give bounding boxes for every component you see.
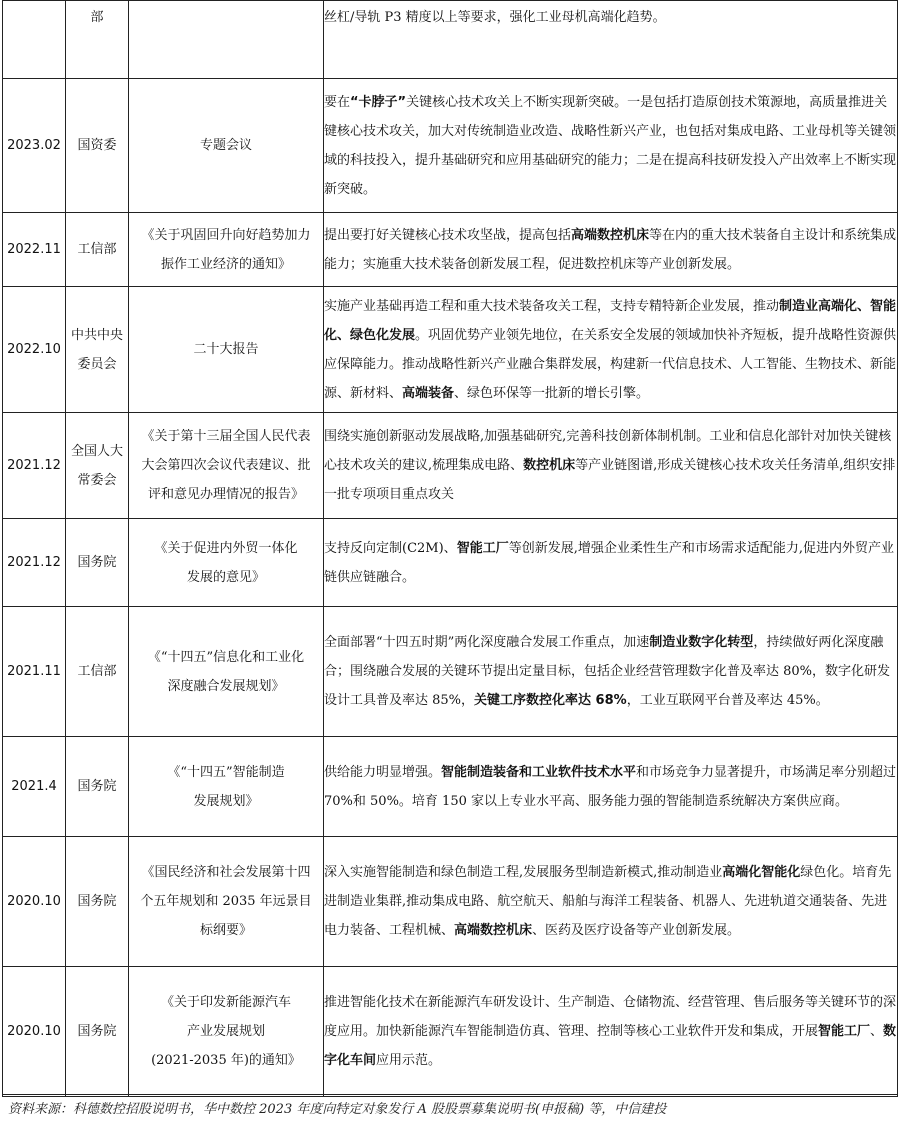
highlighted-text: 高端装备 xyxy=(402,385,455,401)
content-text: ，工业互联网平台普及率达 45%。 xyxy=(626,693,829,708)
table-row xyxy=(3,737,898,837)
table-row xyxy=(3,837,898,967)
content-text: 和市场竞争力显著提升，市场满足率分别超过 70%和 50%。培育 150 家以上专业水平高、服务能力强的智能制造系统解决方案供应商。 xyxy=(324,764,897,809)
content-text: 深入实施智能制造和绿色制造工程,发展服务型制造新模式,推动制造业 xyxy=(324,865,723,880)
content-text: 应用示范。 xyxy=(376,1053,442,1068)
document-cell xyxy=(129,287,324,413)
date-cell: 2021.11 xyxy=(3,607,66,737)
department-cell: 国务院 xyxy=(66,737,129,837)
highlighted-text: 制造业数字化转型 xyxy=(649,635,754,650)
highlighted-text: 智能制造装备和工业软件技术水平 xyxy=(441,764,637,780)
date-cell: 2020.10 xyxy=(3,967,66,1097)
table-row xyxy=(3,607,898,737)
department-cell: 国务院 xyxy=(66,967,129,1097)
department-cell: 部 xyxy=(66,1,129,79)
department-cell: 国资委 xyxy=(66,79,129,213)
content-text: 等创新发展,增强企业柔性生产和市场需求适配能力,促进内外贸产业链供应链融合。 xyxy=(324,540,894,585)
content-text: 、 xyxy=(870,1024,884,1039)
bottom-rule xyxy=(2,1094,898,1095)
content-cell xyxy=(324,967,898,1097)
content-text: 实施产业基础再造工程和重大技术装备攻关工程，支持专精特新企业发展，推动 xyxy=(324,298,780,314)
document-title-line: 《“十四五”智能制造 xyxy=(167,764,285,780)
date-cell: 2023.02 xyxy=(3,79,66,213)
document-cell xyxy=(129,837,324,967)
table-row xyxy=(3,79,898,213)
document-cell xyxy=(129,967,324,1097)
content-text: 支持反向定制(C2M)、 xyxy=(324,540,457,556)
content-text: ，持续做好两化深度融合；围绕融合发展的关键环节提出定量目标，包括企业经营管理数字化普及率达 80%，数字化研发设计工具普及率达 85%， xyxy=(324,635,891,708)
table-row xyxy=(3,413,898,519)
highlighted-text: “卡脖子” xyxy=(350,94,407,110)
document-title-line: 个五年规划和 2035 年远景目 xyxy=(140,894,312,909)
document-title-line: 《“十四五”信息化和工业化 xyxy=(147,649,305,665)
table-row xyxy=(3,213,898,287)
document-title-line: 《关于第十三届全国人民代表 xyxy=(141,429,311,444)
content-text: 供给能力明显增强。 xyxy=(324,764,442,780)
content-cell xyxy=(324,213,898,287)
content-text: 。巩固优势产业领先地位，在关系安全发展的领域加快补齐短板，提升战略性资源供应保障能力。推动战略性新兴产业融合集群发展，构建新一代信息技术、人工智能、生物技术、新能源、新材料、 xyxy=(324,327,897,401)
department-cell: 国务院 xyxy=(66,837,129,967)
content-text: 、医药及医疗设备等产业创新发展。 xyxy=(532,923,741,938)
document-cell xyxy=(129,213,324,287)
table-row xyxy=(3,519,898,607)
highlighted-text: 数控机床 xyxy=(523,458,576,473)
content-text: 丝杠/导轨 P3 精度以上等要求，强化工业母机高端化趋势。 xyxy=(324,10,666,25)
document-cell xyxy=(129,79,324,213)
policy-table-body xyxy=(3,1,898,1097)
source-note: 资料来源：科德数控招股说明书，华中数控 2023 年度向特定对象发行 A 股股票募集说明书(申报稿) 等，中信建投 xyxy=(8,1102,667,1117)
highlighted-text: 数字化车间 xyxy=(324,1024,897,1068)
highlighted-text: 关键工序数控化率达 68% xyxy=(474,693,627,708)
date-cell: 2020.10 xyxy=(3,837,66,967)
document-title-line: 振作工业经济的通知》 xyxy=(160,256,291,272)
content-text: 绿色化。培育先进制造业集群,推动集成电路、航空航天、船舶与海洋工程装备、机器人、先进轨道交通装备、先进电力装备、工程机械、 xyxy=(324,865,892,938)
document-title-line: 发展的意见》 xyxy=(186,569,265,585)
department-cell: 中共中央委员会 xyxy=(66,287,129,413)
document-title-line: 《国民经济和社会发展第十四 xyxy=(141,865,311,880)
department-cell: 工信部 xyxy=(66,607,129,737)
document-title-line: 评和意见办理情况的报告》 xyxy=(147,487,304,502)
date-cell: 2021.12 xyxy=(3,413,66,519)
content-text: 推进智能化技术在新能源汽车研发设计、生产制造、仓储物流、经营管理、售后服务等关键环节的深度应用。加快新能源汽车智能制造仿真、管理、控制等核心工业软件开发和集成，开展 xyxy=(324,995,897,1039)
date-cell xyxy=(3,1,66,79)
document-cell xyxy=(129,519,324,607)
date-cell: 2021.4 xyxy=(3,737,66,837)
content-cell xyxy=(324,413,898,519)
document-title-line: 产业发展规划 xyxy=(186,1024,265,1039)
content-text: 全面部署“十四五时期”两化深度融合发展工作重点，加速 xyxy=(324,635,650,650)
content-text: 关键核心技术攻关上不断实现新突破。一是包括打造原创技术策源地，高质量推进关键核心技术攻关，加大对传统制造业改造、战略性新兴产业，也包括对集成电路、工业母机等关键领域的科技投入，提升基础研究和应用基础研究的能力；二是在提高科技研发投入产出效率上不断实现新突破。 xyxy=(324,94,897,197)
content-text: 、绿色环保等一批新的增长引擎。 xyxy=(454,385,650,401)
content-text: 要在 xyxy=(324,94,351,110)
table-row xyxy=(3,967,898,1097)
content-cell xyxy=(324,519,898,607)
content-text: 提出要打好关键核心技术攻坚战，提高包括 xyxy=(324,227,572,243)
highlighted-text: 高端数控机床 xyxy=(571,227,650,243)
content-cell xyxy=(324,737,898,837)
department-cell: 工信部 xyxy=(66,213,129,287)
document-title-line: 《关于促进内外贸一体化 xyxy=(154,540,298,556)
document-title-line: 二十大报告 xyxy=(193,342,259,357)
date-cell: 2022.11 xyxy=(3,213,66,287)
document-title-line: 专题会议 xyxy=(199,138,252,153)
document-cell xyxy=(129,737,324,837)
document-cell xyxy=(129,607,324,737)
date-cell: 2022.10 xyxy=(3,287,66,413)
content-cell xyxy=(324,837,898,967)
highlighted-text: 制造业高端化、智能化、绿色化发展 xyxy=(324,298,897,343)
document-title-line: 大会第四次会议代表建议、批 xyxy=(141,458,311,473)
content-cell xyxy=(324,607,898,737)
document-title-line: 发展规划》 xyxy=(193,793,259,809)
content-text: 等在内的重大技术装备自主设计和系统集成能力；实施重大技术装备创新发展工程，促进数控机床等产业创新发展。 xyxy=(324,227,897,272)
policy-table xyxy=(2,0,898,1097)
document-title-line: 《关于巩固回升向好趋势加力 xyxy=(141,227,311,243)
highlighted-text: 智能工厂 xyxy=(456,540,509,556)
department-cell: 全国人大常委会 xyxy=(66,413,129,519)
document-title-line: 《关于印发新能源汽车 xyxy=(160,995,291,1010)
department-cell: 国务院 xyxy=(66,519,129,607)
content-text: 围绕实施创新驱动发展战略,加强基础研究,完善科技创新体制机制。工业和信息化部针对加快关键核心技术攻关的建议,梳理集成电路、 xyxy=(324,429,892,473)
content-cell xyxy=(324,1,898,79)
highlighted-text: 高端化智能化 xyxy=(722,865,801,880)
document-cell xyxy=(129,413,324,519)
content-cell xyxy=(324,79,898,213)
highlighted-text: 高端数控机床 xyxy=(454,923,533,938)
table-row xyxy=(3,287,898,413)
content-cell xyxy=(324,287,898,413)
table-row xyxy=(3,1,898,79)
document-cell xyxy=(129,1,324,79)
content-text: 等产业链图谱,形成关键核心技术攻关任务清单,组织安排一批专项项目重点攻关 xyxy=(324,458,896,502)
date-cell: 2021.12 xyxy=(3,519,66,607)
document-title-line: 标纲要》 xyxy=(199,923,252,938)
document-title-line: 深度融合发展规划》 xyxy=(167,678,285,694)
document-title-line: (2021-2035 年)的通知》 xyxy=(151,1053,301,1068)
highlighted-text: 智能工厂 xyxy=(818,1024,871,1039)
